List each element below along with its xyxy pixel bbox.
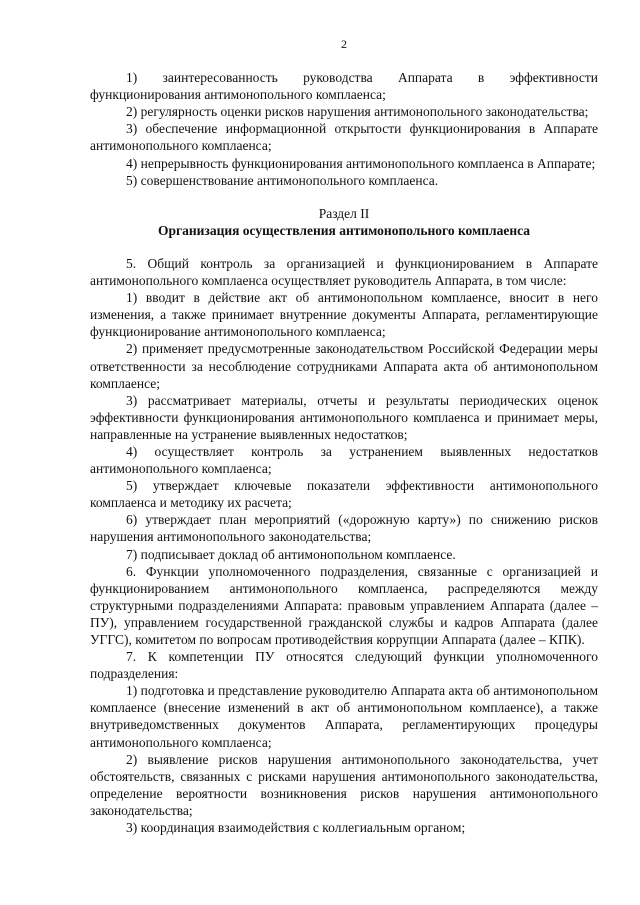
clause-7: 7. К компетенции ПУ относятся следующий функции уполномоченного подразделения: (90, 649, 598, 682)
list-item: 2) применяет предусмотренные законодательством Российской Федерации меры ответственности за несоблюдение сотрудниками Аппарата акта об антимонопольном комплаенсе; (90, 341, 598, 391)
intro-list (90, 69, 598, 189)
list-item: 4) осуществляет контроль за устранением выявленных недостатков антимонопольного комплаенса; (90, 443, 598, 477)
clause-5: 5. Общий контроль за организацией и функционированием в Аппарате антимонопольного комплаенса осуществляет руководитель Аппарата, в том числе: (90, 255, 598, 289)
list-item: 4) непрерывность функционирования антимонопольного комплаенса в Аппарате; (126, 155, 596, 171)
list-item: 5) совершенствование антимонопольного комплаенса. (126, 172, 439, 188)
list-item: 1) заинтересованность руководства Аппарата в эффективности функционирования антимонопольного комплаенса; (90, 70, 598, 103)
section-title: Организация осуществления антимонопольного комплаенса (157, 222, 531, 238)
list-item: 2) регулярность оценки рисков нарушения антимонопольного законодательства; (126, 104, 589, 120)
list-item: 6) утверждает план мероприятий («дорожную карту») по снижению рисков нарушения антимонопольного законодательства; (90, 512, 598, 545)
list-item: 3) обеспечение информационной открытости функционирования в Аппарате антимонопольного комплаенса; (90, 121, 598, 154)
list-item: 3) координация взаимодействия с коллегиальным органом; (126, 820, 466, 836)
list-item: 3) рассматривает материалы, отчеты и результаты периодических оценок эффективности функционирования антимонопольного комплаенса и принимает меры, направленные на устранение выявленных недостатков; (90, 392, 598, 442)
list-item: 7) подписывает доклад об антимонопольном комплаенсе. (126, 546, 456, 562)
document-page (90, 36, 598, 836)
list-item: 5) утверждает ключевые показатели эффективности антимонопольного комплаенса и методику их расчета; (90, 478, 598, 511)
list-item: 2) выявление рисков нарушения антимонопольного законодательства, учет обстоятельств, связанных с рисками нарушения антимонопольного законодательства, определение вероятности возникновения рисков нарушения антимонопольного законодательства; (90, 751, 598, 818)
clause-6: 6. Функции уполномоченного подразделения, связанные с организацией и функционированием антимонопольного комплаенса, распределяются между структурными подразделениями Аппарата: правовым управлением Аппарата (далее – ПУ), управлением государственной гражданской службы и кадров Аппарата (далее УГГС), комитетом по вопросам противодействия коррупции Аппарата (далее – КПК). (90, 563, 598, 647)
list-item: 1) подготовка и представление руководителю Аппарата акта об антимонопольном комплаенсе (внесение изменений в акт об антимонопольном комплаенсе), а также внутриведомственных документов Аппарата, регламентирующих процедуры антимонопольного комплаенса; (90, 683, 598, 750)
page-number: 2 (341, 37, 347, 51)
list-item: 1) вводит в действие акт об антимонопольном комплаенсе, вносит в него изменения, а также принимает внутренние документы Аппарата, регламентирующие функционирование антимонопольного комплаенса; (90, 290, 598, 340)
section-label: Раздел II (318, 205, 370, 221)
